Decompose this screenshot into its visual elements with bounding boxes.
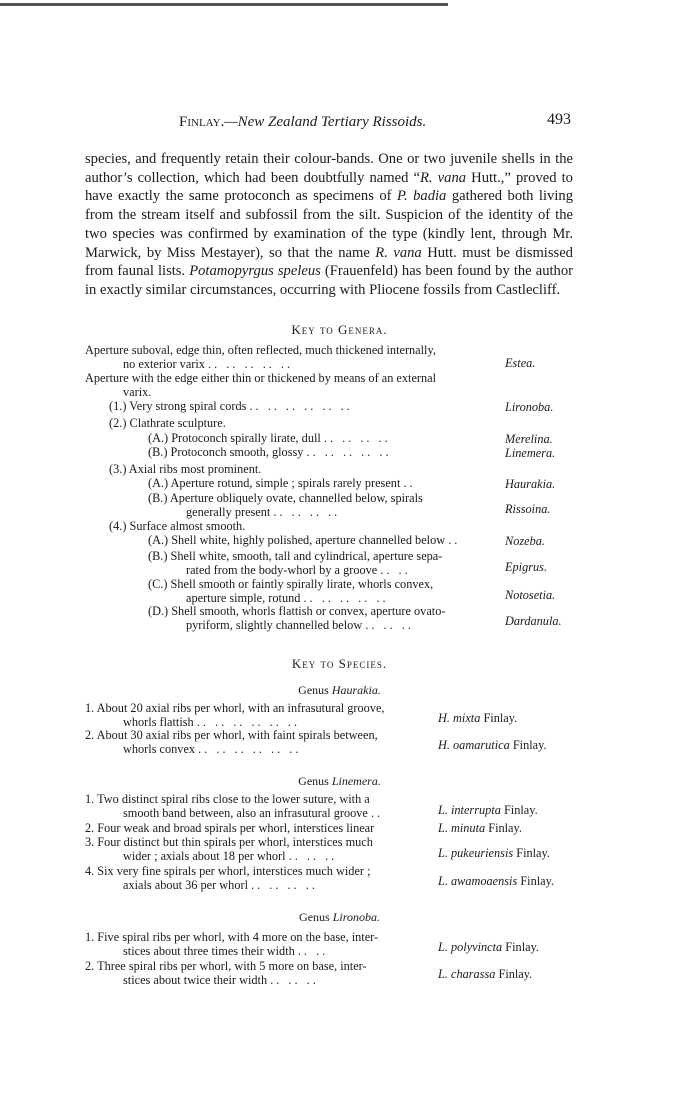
genera-entry: (D.) Shell smooth, whorls flattish or convex, aperture ovato- pyriform, slightly channelled below .. .. .. [148, 604, 446, 632]
genera-entry: (A.) Protoconch spirally lirate, dull .. .. .. .. [148, 431, 391, 445]
body-paragraph: species, and frequently retain their colour-bands. One or two juvenile shells in the author’s collection, which had been doubtfully named “R. vana Hutt.,” proved to have exactly the same protoconch as specimens of P. badia gathered both living from the stream itself and subfossil from the silt. Suspicion of the identity of the two species was confirmed by examination of the type (kindly lent, through Mr. Marwick, by Miss Mestayer), so that the name R. vana Hutt. must be dismissed from faunal lists. Potamopyrgus speleus (Frauenfeld) has been found by the author in exactly similar circumstances, occurring with Pliocene fossils from Castlecliff. [85, 151, 574, 298]
species-entry: 1. Five spiral ribs per whorl, with 4 more on the base, inter- stices about three times their width .. .. [85, 930, 379, 958]
species-entry: 1. About 20 axial ribs per whorl, with an infrasutural groove, whorls flattish .. .. .. .. .. .. [85, 701, 385, 729]
key-genera-title: Key to Genera. [291, 322, 388, 337]
species-entry: 2. Four weak and broad spirals per whorl, interstices linear [85, 821, 375, 835]
genus-name: Estea. [505, 356, 536, 370]
species-name: L. interrupta Finlay. [438, 803, 538, 817]
genera-entry: (3.) Axial ribs most prominent. [109, 462, 262, 476]
species-entry: 3. Four distinct but thin spirals per whorl, interstices much wider ; axials about 18 per whorl .. .. .. [85, 835, 373, 863]
genus-name: Merelina. [505, 432, 553, 446]
species-name: L. charassa Finlay. [438, 967, 533, 981]
genus-name: Lironoba. [505, 400, 554, 414]
species-entry: 4. Six very fine spirals per whorl, interstices much wider ; axials about 36 per whorl .. .. .. .. [85, 864, 371, 892]
genus-name: Linemera. [505, 446, 556, 460]
species-name: L. pukeuriensis Finlay. [438, 846, 550, 860]
species-entry: 2. Three spiral ribs per whorl, with 5 more on base, inter- stices about twice their width .. .. .. [85, 959, 367, 987]
genera-entry: (1.) Very strong spiral cords .. .. .. .. .. .. [109, 399, 353, 413]
species-entry: 2. About 30 axial ribs per whorl, with faint spirals between, whorls convex .. .. .. .. .. .. [85, 728, 378, 756]
genus-name: Notosetia. [505, 588, 556, 602]
genus-name: Rissoina. [505, 502, 551, 516]
genus-heading: Genus Linemera. [298, 774, 381, 788]
species-name: L. minuta Finlay. [438, 821, 522, 835]
running-title: Finlay.—New Zealand Tertiary Rissoids. [179, 114, 427, 130]
page-number: 493 [547, 111, 571, 128]
genera-entry: (A.) Aperture rotund, simple ; spirals rarely present .. [148, 476, 416, 490]
genera-entry: (B.) Protoconch smooth, glossy .. .. .. .. .. [148, 445, 392, 459]
genera-entry: (B.) Aperture obliquely ovate, channelled below, spirals generally present .. .. .. .. [148, 491, 423, 519]
genus-name: Nozeba. [505, 534, 545, 548]
genus-heading: Genus Haurakia. [298, 683, 381, 697]
genera-entry: (4.) Surface almost smooth. [109, 519, 246, 533]
species-name: H. mixta Finlay. [438, 711, 518, 725]
genera-entry: (C.) Shell smooth or faintly spirally lirate, whorls convex, aperture simple, rotund .. .. .. .. .. [148, 577, 434, 605]
genera-entry: (2.) Clathrate sculpture. [109, 416, 226, 430]
species-name: H. oamarutica Finlay. [438, 738, 547, 752]
genera-entry: (B.) Shell white, smooth, tall and cylindrical, aperture sepa- rated from the body-whorl by a groove .. .. [148, 549, 443, 577]
species-name: L. polyvincta Finlay. [438, 940, 539, 954]
genera-entry: (A.) Shell white, highly polished, aperture channelled below .. [148, 533, 461, 547]
genus-name: Dardanula. [505, 614, 562, 628]
key-species-title: Key to Species. [291, 656, 388, 671]
genus-heading: Genus Lironoba. [299, 910, 380, 924]
species-name: L. awamoaensis Finlay. [438, 874, 555, 888]
genera-entry: Aperture with the edge either thin or thickened by means of an external varix. [85, 371, 437, 399]
genera-entry: Aperture suboval, edge thin, often reflected, much thickened internally, no exterior varix .. .. .. .. .. [85, 343, 436, 371]
species-entry: 1. Two distinct spiral ribs close to the lower suture, with a smooth band between, also an infrasutural groove .. [85, 792, 384, 820]
genus-name: Epigrus. [505, 560, 548, 574]
genus-name: Haurakia. [505, 477, 556, 491]
top-rule [0, 3, 448, 6]
